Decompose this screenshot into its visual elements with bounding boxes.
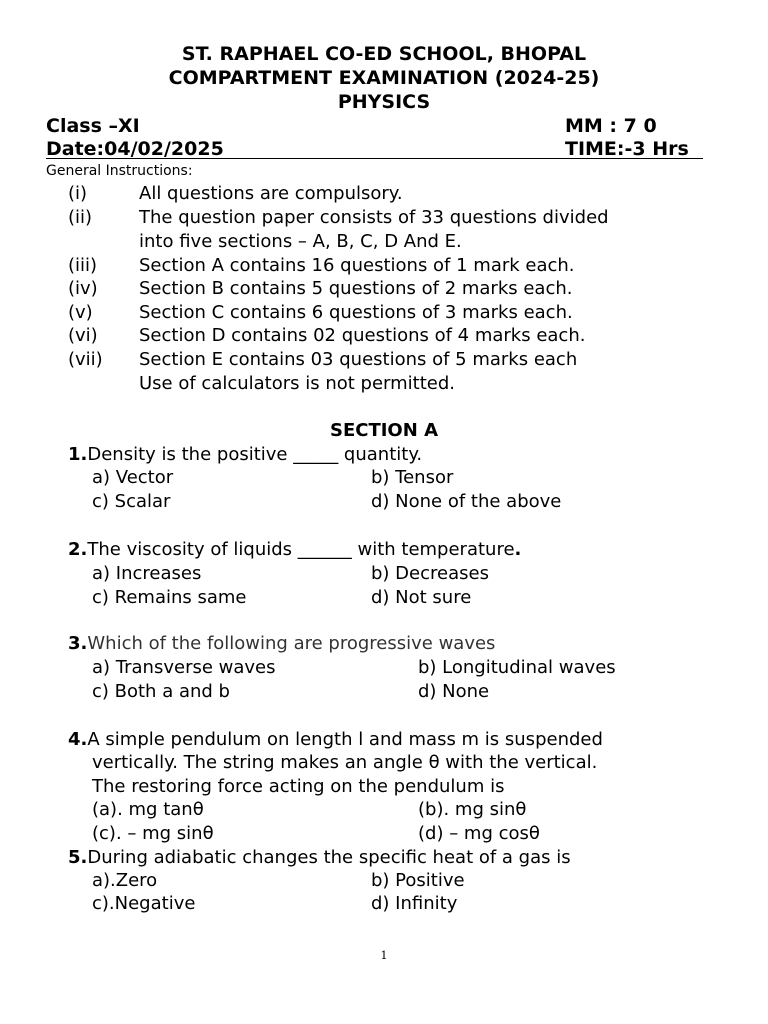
option-a: a) Transverse waves	[92, 657, 276, 678]
question-1	[68, 444, 422, 465]
instruction-text: All questions are compulsory.	[139, 183, 403, 204]
question-text-continued: The restoring force acting on the pendulum is	[92, 776, 505, 797]
instruction-text-continued: Use of calculators is not permitted.	[139, 373, 456, 394]
option-d: d) Infinity	[371, 893, 458, 914]
subject-title: PHYSICS	[337, 91, 431, 113]
option-b: (b). mg sinθ	[418, 799, 527, 820]
header-rule	[46, 158, 703, 159]
instruction-number: (vi)	[68, 325, 98, 346]
page-number: 1	[380, 949, 388, 962]
instruction-text: Section B contains 5 questions of 2 marks each.	[139, 278, 573, 299]
instruction-text: The question paper consists of 33 questions divided	[139, 207, 609, 228]
question-end-mark: .	[514, 539, 522, 560]
question-text: Density is the positive _____ quantity.	[87, 444, 423, 465]
question-number: 5.	[68, 847, 88, 868]
option-d: d) None	[418, 681, 490, 702]
instruction-number: (v)	[68, 302, 93, 323]
max-marks: MM : 7 0	[565, 115, 657, 137]
question-2	[68, 539, 521, 560]
option-a: a) Vector	[92, 467, 174, 488]
option-c: c) Both a and b	[92, 681, 230, 702]
option-c: c) Scalar	[92, 491, 171, 512]
class-label: Class –XI	[46, 115, 140, 137]
question-text-continued: vertically. The string makes an angle θ with the vertical.	[92, 752, 598, 773]
option-b: b) Positive	[371, 870, 465, 891]
option-d: (d) – mg cosθ	[418, 823, 540, 844]
option-c: (c). – mg sinθ	[92, 823, 214, 844]
option-a: (a). mg tanθ	[92, 799, 204, 820]
instructions-title: General Instructions:	[46, 163, 193, 179]
question-number: 3.	[68, 633, 88, 654]
school-name: ST. RAPHAEL CO-ED SCHOOL, BHOPAL	[181, 43, 587, 65]
question-text: Which of the following are progressive waves	[87, 633, 496, 654]
option-c: c).Negative	[92, 893, 196, 914]
section-a-title: SECTION A	[329, 420, 438, 441]
instruction-text: Section A contains 16 questions of 1 mark each.	[139, 255, 575, 276]
exam-title: COMPARTMENT EXAMINATION (2024-25)	[168, 67, 600, 89]
option-d: d) None of the above	[371, 491, 562, 512]
question-number: 2.	[68, 539, 88, 560]
instruction-text-continued: into five sections – A, B, C, D And E.	[139, 231, 462, 252]
instruction-number: (ii)	[68, 207, 93, 228]
instruction-number: (vii)	[68, 349, 103, 370]
question-3	[68, 633, 495, 654]
option-a: a) Increases	[92, 563, 202, 584]
exam-date: Date:04/02/2025	[46, 138, 224, 160]
option-d: d) Not sure	[371, 587, 472, 608]
question-text: During adiabatic changes the specific heat of a gas is	[87, 847, 571, 868]
instruction-number: (i)	[68, 183, 88, 204]
question-number: 1.	[68, 444, 88, 465]
question-text: A simple pendulum on length l and mass m is suspended	[87, 729, 603, 750]
option-c: c) Remains same	[92, 587, 247, 608]
instruction-text: Section D contains 02 questions of 4 marks each.	[139, 325, 586, 346]
option-b: b) Decreases	[371, 563, 489, 584]
question-text: The viscosity of liquids ______ with temperature	[87, 539, 515, 560]
option-a: a).Zero	[92, 870, 158, 891]
question-number: 4.	[68, 729, 88, 750]
instruction-number: (iii)	[68, 255, 98, 276]
instruction-text: Section C contains 6 questions of 3 marks each.	[139, 302, 573, 323]
option-b: b) Longitudinal waves	[418, 657, 616, 678]
instruction-text: Section E contains 03 questions of 5 marks each	[139, 349, 578, 370]
question-4	[68, 729, 603, 750]
option-b: b) Tensor	[371, 467, 454, 488]
question-5	[68, 847, 571, 868]
instruction-number: (iv)	[68, 278, 98, 299]
exam-time: TIME:-3 Hrs	[565, 138, 689, 160]
